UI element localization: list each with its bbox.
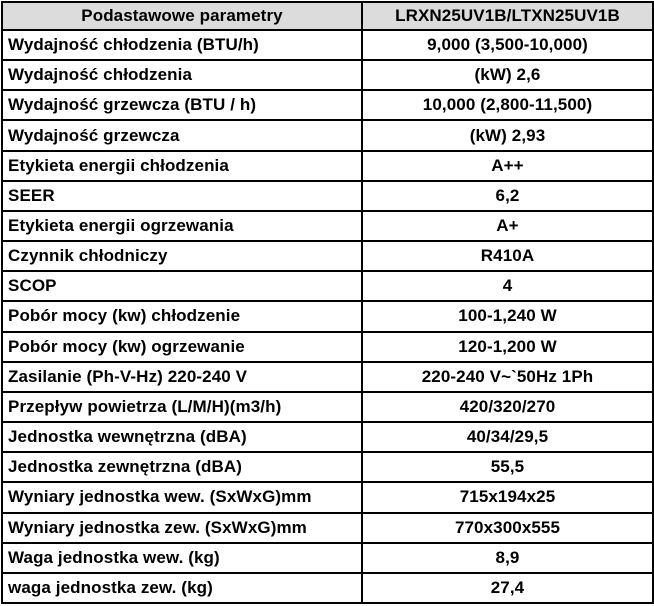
parameter-name: Wydajność chłodzenia (BTU/h) — [2, 30, 362, 60]
parameter-value: 27,4 — [362, 573, 653, 603]
parameter-name: Wyniary jednostka wew. (SxWxG)mm — [2, 482, 362, 512]
parameter-value: 6,2 — [362, 181, 653, 211]
parameter-name: SCOP — [2, 271, 362, 301]
parameter-name: Etykieta energii ogrzewania — [2, 211, 362, 241]
header-row — [2, 2, 653, 30]
table-row — [2, 301, 653, 331]
parameter-value: (kW) 2,6 — [362, 60, 653, 90]
parameter-name: Wydajność grzewcza (BTU / h) — [2, 90, 362, 120]
table-body — [2, 30, 653, 603]
parameter-name: Jednostka wewnętrzna (dBA) — [2, 422, 362, 452]
parameter-value: 9,000 (3,500-10,000) — [362, 30, 653, 60]
table-row — [2, 482, 653, 512]
table-row — [2, 573, 653, 603]
parameter-name: SEER — [2, 181, 362, 211]
parameter-value: A++ — [362, 151, 653, 181]
parameter-value: (kW) 2,93 — [362, 120, 653, 150]
parameter-name: Pobór mocy (kw) chłodzenie — [2, 301, 362, 331]
parameter-value: R410A — [362, 241, 653, 271]
parameter-value: 120-1,200 W — [362, 332, 653, 362]
header-model: LRXN25UV1B/LTXN25UV1B — [362, 2, 653, 30]
parameter-name: Wydajność chłodzenia — [2, 60, 362, 90]
parameter-value: 40/34/29,5 — [362, 422, 653, 452]
table-row — [2, 30, 653, 60]
parameter-value: 715x194x25 — [362, 482, 653, 512]
parameter-name: Wyniary jednostka zew. (SxWxG)mm — [2, 513, 362, 543]
parameter-value: 220-240 V~`50Hz 1Ph — [362, 362, 653, 392]
table-row — [2, 452, 653, 482]
parameter-value: 770x300x555 — [362, 513, 653, 543]
table-row — [2, 362, 653, 392]
table-row — [2, 513, 653, 543]
table-header — [2, 2, 653, 30]
parameter-value: 420/320/270 — [362, 392, 653, 422]
parameter-name: Waga jednostka wew. (kg) — [2, 543, 362, 573]
parameter-name: Etykieta energii chłodzenia — [2, 151, 362, 181]
parameter-name: Czynnik chłodniczy — [2, 241, 362, 271]
table-row — [2, 392, 653, 422]
table-row — [2, 422, 653, 452]
table-row — [2, 151, 653, 181]
parameter-name: Wydajność grzewcza — [2, 120, 362, 150]
table-row — [2, 211, 653, 241]
header-parameters: Podastawowe parametry — [2, 2, 362, 30]
parameter-value: 100-1,240 W — [362, 301, 653, 331]
table-row — [2, 543, 653, 573]
parameter-name: Pobór mocy (kw) ogrzewanie — [2, 332, 362, 362]
parameter-value: 4 — [362, 271, 653, 301]
spec-table — [1, 1, 654, 604]
table-row — [2, 60, 653, 90]
parameter-name: Przepływ powietrza (L/M/H)(m3/h) — [2, 392, 362, 422]
parameter-name: Zasilanie (Ph-V-Hz) 220-240 V — [2, 362, 362, 392]
parameter-value: 8,9 — [362, 543, 653, 573]
parameter-name: Jednostka zewnętrzna (dBA) — [2, 452, 362, 482]
table-row — [2, 332, 653, 362]
table-row — [2, 271, 653, 301]
table-row — [2, 241, 653, 271]
parameter-value: 55,5 — [362, 452, 653, 482]
table-row — [2, 181, 653, 211]
table-row — [2, 120, 653, 150]
parameter-value: A+ — [362, 211, 653, 241]
table-row — [2, 90, 653, 120]
parameter-value: 10,000 (2,800-11,500) — [362, 90, 653, 120]
parameter-name: waga jednostka zew. (kg) — [2, 573, 362, 603]
